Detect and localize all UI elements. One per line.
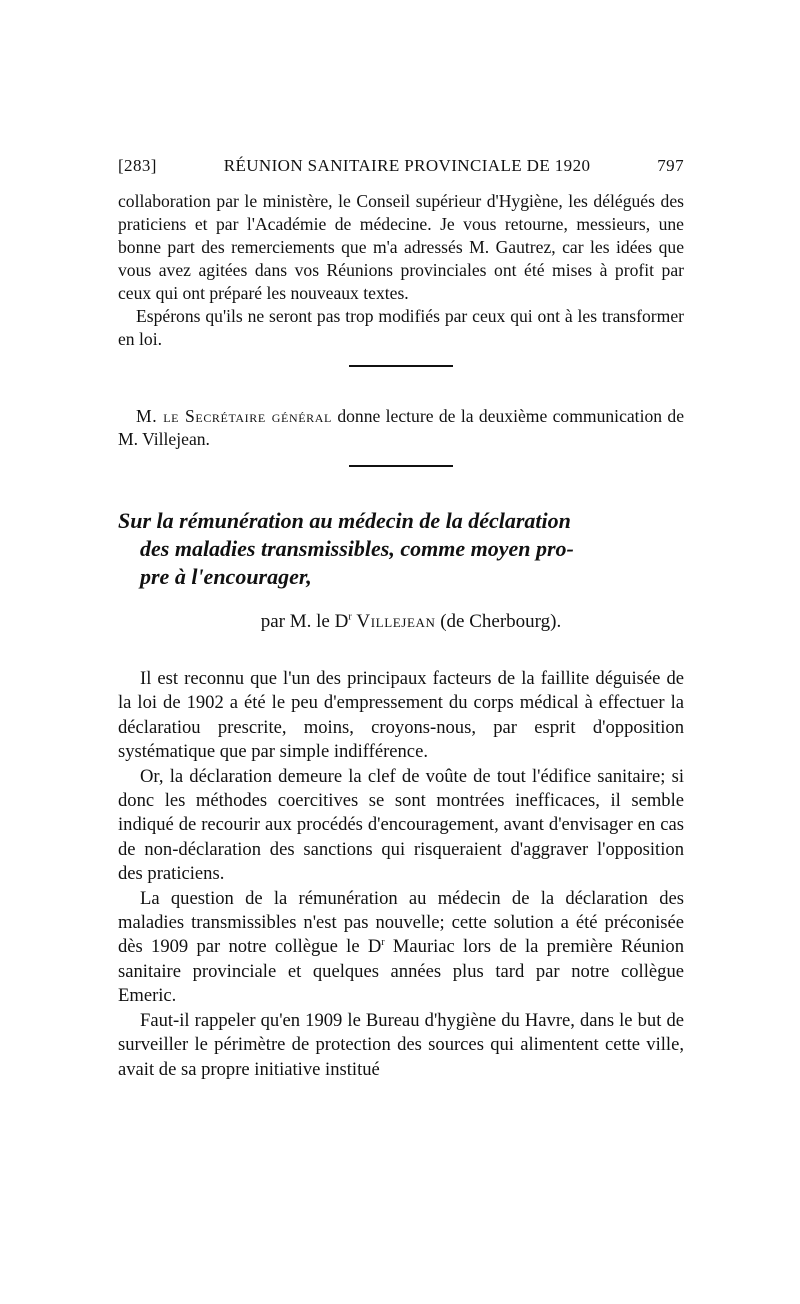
paragraph-3-superscript: r [381,937,385,949]
document-page [118,150,684,1082]
secretary-speaker: M. le Secrétaire général [136,406,332,426]
running-header [118,156,684,190]
running-title: RÉUNION SANITAIRE PROVINCIALE DE 1920 [223,156,591,175]
intro-paragraph-1: collaboration par le ministère, le Conseil supérieur d'Hygiène, les délégués des praticiens et par l'Académie de médecine. Je vous retourne, messieurs, une bonne part des remerciements que m'a adressés M. Gautrez, car les idées que vous avez agitées dans vos Réunions provinciales ont été mises à profit par ceux qui ont préparé les nouveaux textes. [118,191,684,303]
byline-location: (de Cherbourg). [435,611,562,632]
body-paragraph-4: Faut-il rappeler qu'en 1909 le Bureau d'hygiène du Havre, dans le but de surveiller le périmètre de protection des sources qui alimentent cette ville, avait de sa propre initiative institué [118,1009,684,1080]
body-paragraph-1: Il est reconnu que l'un des principaux facteurs de la faillite déguisée de la loi de 1902 a été le peu d'empressement du corps médical à effectuer la déclaratiou prescrite, moins, croyons-nous, par esprit d'opposition systématique que par simple indifférence. [118,668,684,763]
intro-paragraph-2: Espérons qu'ils ne seront pas trop modifiés par ceux qui ont à les transformer en loi. [118,306,684,349]
article-byline [118,611,684,633]
section-divider [349,465,453,467]
title-line-2: des maladies transmissibles, comme moyen pro- [140,536,574,561]
title-line-3: pre à l'encourager, [140,564,312,589]
page-reference: [283] [118,156,157,175]
page-number: 797 [657,156,684,175]
secretary-note [118,405,684,451]
byline-prefix: par M. le D [260,611,349,632]
secretary-text: donne lecture de la deuxième communication de M. Villejean. [118,406,685,449]
paragraph-3-text-a: La question de la rémunération au médecin de la déclaration des maladies transmissibles n'est pas nouvelle; cette solution a été préconisée dès 1909 par notre collègue le D [118,887,684,958]
body-paragraph-2: Or, la déclaration demeure la clef de voûte de tout l'édifice sanitaire; si donc les méthodes coercitives se sont montrées inefficaces, il semble indiqué de recourir aux procédés d'encouragement, avant d'envisager en cas de non-déclaration des sanctions qui risqueraient d'aggraver l'opposition des praticiens. [118,765,684,885]
author-name: Villejean [356,611,436,632]
body-paragraph-3 [118,887,684,1009]
article-title [118,507,684,591]
paragraph-3-text-b: Mauriac lors de la première Réunion sanitaire provinciale et quelques années plus tard par notre collègue Emeric. [118,936,684,1007]
section-divider [349,365,453,367]
title-line-1: Sur la rémunération au médecin de la déclaration [118,508,571,533]
byline-superscript: r [348,611,352,623]
